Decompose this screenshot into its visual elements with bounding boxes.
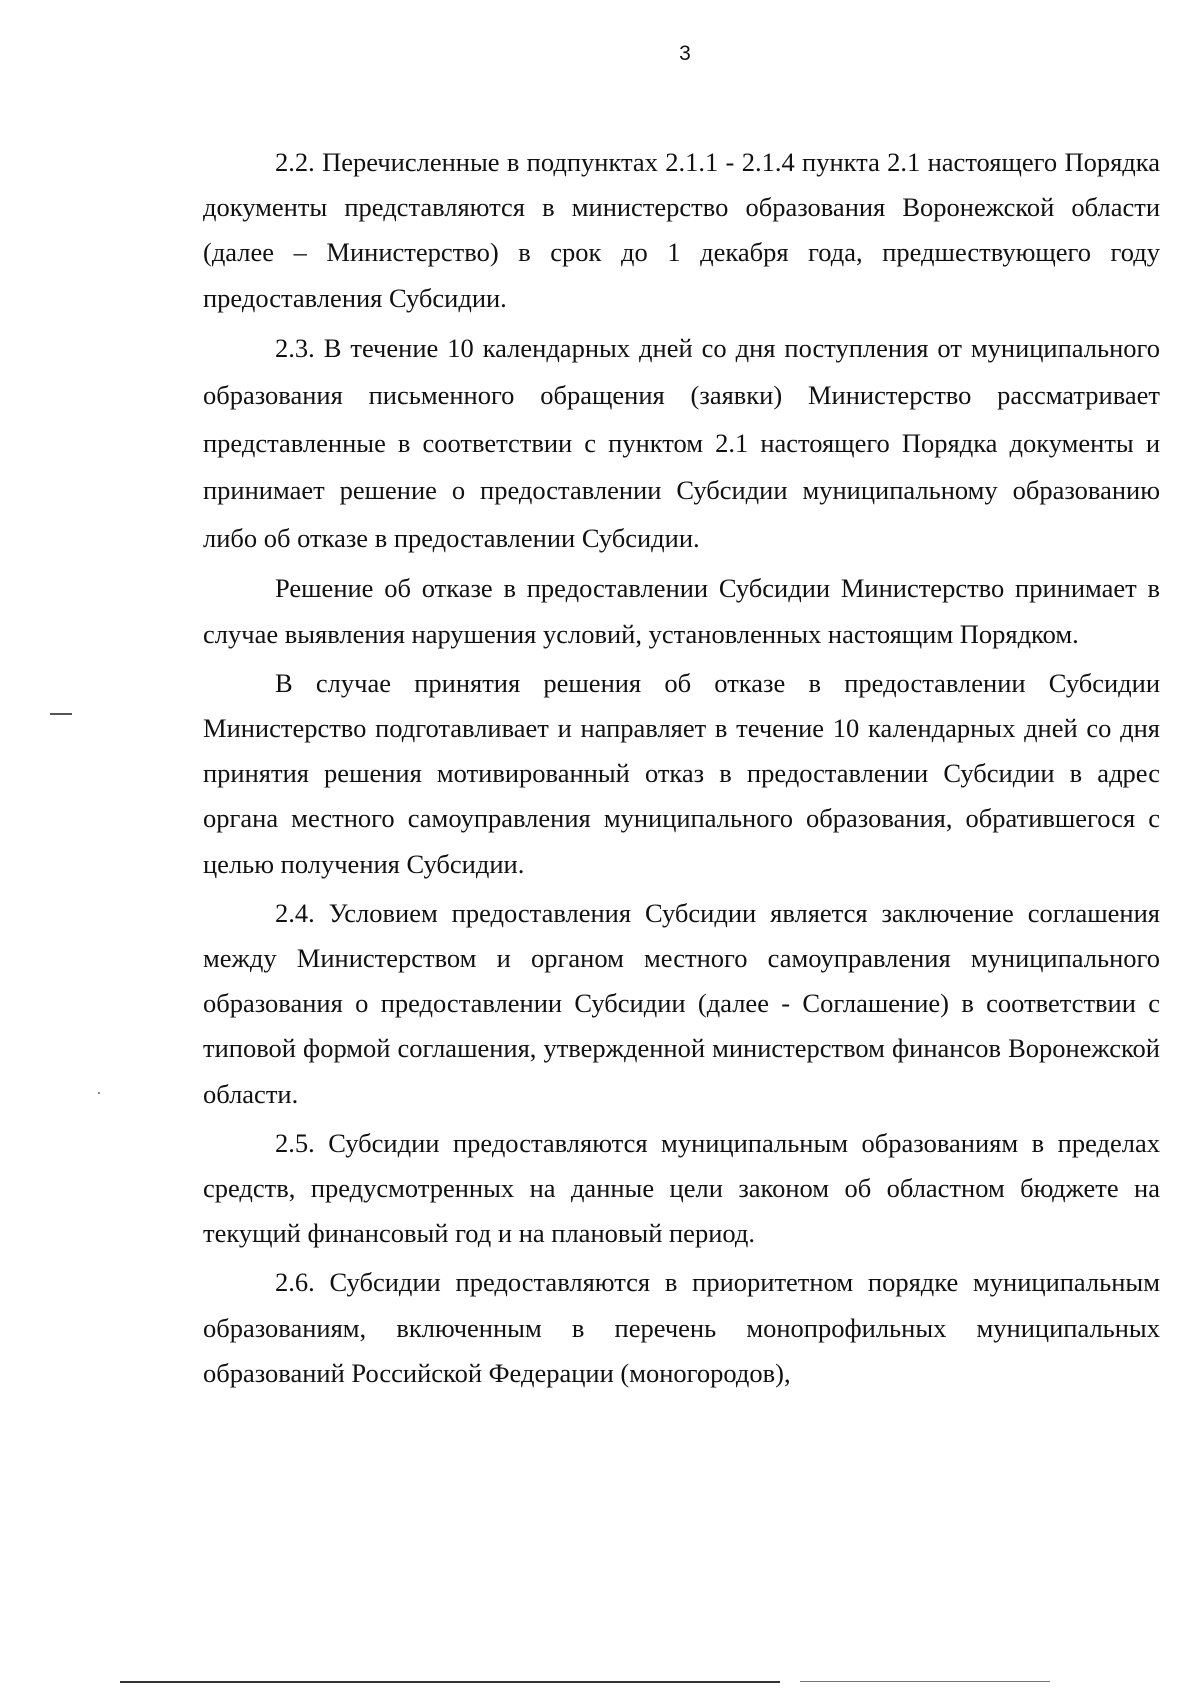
paragraph-2-2: 2.2. Перечисленные в подпунктах 2.1.1 - 2.1.4 пункта 2.1 настоящего Порядка документы представляются в министерство образования Воронежской области (далее – Министерство) в срок до 1 декабря года, предшествующего году предоставления Субсидии. [203,147,1160,313]
document-body [203,140,1160,1400]
bottom-rule-secondary [800,1681,1050,1682]
page-number: 3 [679,42,691,65]
margin-mark [50,713,72,715]
paragraph-2-3: 2.3. В течение 10 календарных дней со дня поступления от муниципального образования письменного обращения (заявки) Министерство рассматривает представленные в соответствии с пунктом 2.1 настоящего Порядка документы и принимает решение о предоставлении Субсидии муниципальному образованию либо об отказе в предоставлении Субсидии. [203,332,1160,553]
scan-speck [98,1092,100,1094]
bottom-rule [120,1681,780,1683]
paragraph-2-4: 2.4. Условием предоставления Субсидии является заключение соглашения между Министерством и органом местного самоуправления муниципального образования о предоставлении Субсидии (далее - Соглашение) в соответствии с типовой формой соглашения, утвержденной министерством финансов Воронежской области. [203,897,1160,1109]
paragraph-2-5: 2.5. Субсидии предоставляются муниципальным образованиям в пределах средств, предусмотренных на данные цели законом об областном бюджете на текущий финансовый год и на плановый период. [203,1127,1160,1249]
paragraph-refusal-decision: Решение об отказе в предоставлении Субсидии Министерство принимает в случае выявления нарушения условий, установленных настоящим Порядком. [203,573,1160,649]
paragraph-refusal-notice: В случае принятия решения об отказе в предоставлении Субсидии Министерство подготавливает и направляет в течение 10 календарных дней со дня принятия решения мотивированный отказ в предоставлении Субсидии в адрес органа местного самоуправления муниципального образования, обратившегося с целью получения Субсидии. [203,667,1160,879]
paragraph-2-6: 2.6. Субсидии предоставляются в приоритетном порядке муниципальным образованиям, включенным в перечень монопрофильных муниципальных образований Российской Федерации (моногородов), [203,1267,1160,1388]
